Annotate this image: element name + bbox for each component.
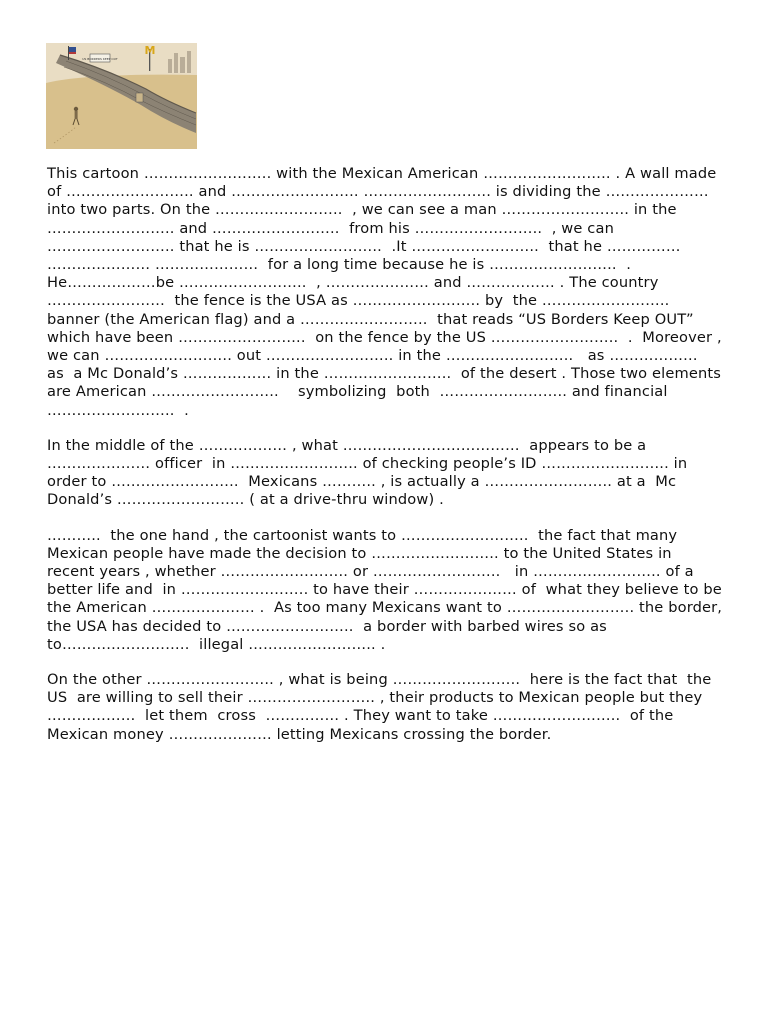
cartoon-drive-thru-window <box>136 93 143 102</box>
cartoon-flagpole <box>68 46 69 60</box>
paragraph-1: This cartoon …………………….. with the Mexican American …………………….. . A wall made of …………………….. and …………………….. …………………….. is dividing the ………………… into two parts. On the …………………….. , we can see a man …………………….. in the …………………….. and …………………….. from his …………………….. , we can …………………….. that he is …………………….. .It …………………….. that he …………… ………………… ………………… for a long time because he is …………………….. . He………………be …………………….. , ………………… and ……………… . The country …………………… the fence is the USA as …………………….. by the …………………….. banner (the American flag) and a …………………….. that reads “US Borders Keep OUT” which have been …………………….. on the fence by the US …………………….. . Moreover , we can …………………….. out …………………….. in the …………………….. as ……………… as a Mc Donald’s ……………… in the …………………….. of the desert . Those two elements are American …………………….. symbolizing both …………………….. and financial …………………….. . <box>47 165 727 419</box>
cartoon-mcdonalds-logo: M <box>144 44 156 57</box>
cartoon-sign-text: US BORDERS KEEP OUT <box>82 57 118 61</box>
paragraph-4: On the other …………………….. , what is being …………………….. here is the fact that the US are willing to sell their …………………….. , their products to Mexican people but they ……………… let them cross …………… . They want to take …………………….. of the Mexican money ………………… letting Mexicans crossing the border. <box>47 671 717 743</box>
worksheet-text <box>47 165 727 744</box>
paragraph-2: In the middle of the ……………… , what ……………………………… appears to be a ………………… officer in …………………….. of checking people’s ID …………………….. in order to …………………….. Mexicans ……….. , is actually a …………………….. at a Mc Donald’s …………………….. ( at a drive-thru window) . <box>47 436 693 509</box>
cartoon-usa-flag-stripe <box>69 52 76 54</box>
cartoon-drawing <box>46 43 197 149</box>
cartoon-usa-flag <box>69 47 76 52</box>
border-wall-cartoon <box>46 43 197 149</box>
paragraph-3: ……….. the one hand , the cartoonist wants to …………………….. the fact that many Mexican people have made the decision to …………………….. to the United States in recent years , whether …………………….. or …………………….. in …………………….. of a better life and in …………………….. to have their ………………… of what they believe to be the American ………………… . As too many Mexicans want to …………………….. the border, the USA has decided to …………………….. a border with barbed wires so as to…………………….. illegal …………………….. . <box>47 526 727 653</box>
